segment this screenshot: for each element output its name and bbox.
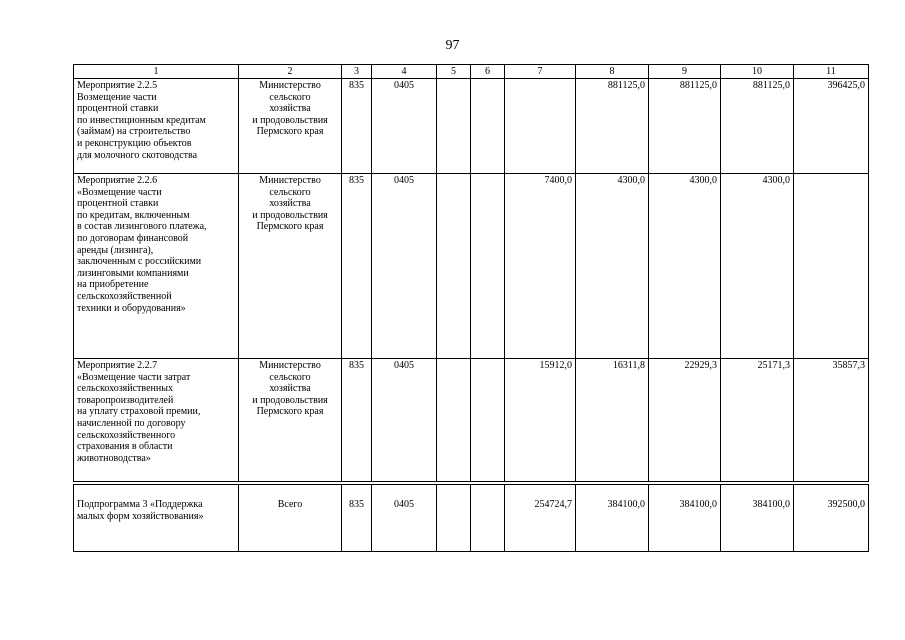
header-cell: 7 — [505, 65, 576, 79]
executor-line: Министерство — [259, 175, 321, 186]
activity-name-line: Мероприятие 2.2.5 — [77, 80, 158, 91]
activity-name-line: Возмещение части — [77, 91, 157, 103]
value-col9-cell: 4300,0 — [649, 174, 721, 359]
value-col9-cell: 881125,0 — [649, 79, 721, 174]
value-col7-cell: 15912,0 — [505, 359, 576, 482]
header-cell: 10 — [721, 65, 794, 79]
activity-name-line: Мероприятие 2.2.7 — [77, 360, 158, 371]
value-col8-cell: 16311,8 — [576, 359, 649, 482]
header-cell: 3 — [342, 65, 372, 79]
value-col10-cell: 25171,3 — [721, 359, 794, 482]
value-col11-cell: 396425,0 — [794, 79, 869, 174]
executor-cell — [239, 79, 342, 174]
value-col11-cell: 35857,3 — [794, 359, 869, 482]
section-code-cell: 0405 — [372, 79, 437, 174]
table-row — [74, 79, 869, 174]
activity-name-line: заключенным с российскими — [77, 256, 202, 268]
executor-line: Пермского края — [256, 221, 324, 233]
executor-line: Пермского края — [256, 126, 324, 138]
activity-name-line: «Возмещение части затрат — [77, 371, 191, 383]
activity-name-line: техники и оборудования» — [77, 302, 186, 314]
section-code-cell: 0405 — [372, 174, 437, 359]
executor-line: сельского — [269, 186, 311, 198]
budget-table — [73, 64, 869, 552]
value-col7-cell — [505, 79, 576, 174]
executor-cell — [239, 359, 342, 482]
executor-line: Министерство — [259, 80, 321, 91]
activity-name-line: и реконструкцию объектов — [77, 137, 192, 149]
executor-line: Пермского края — [256, 406, 324, 418]
activity-name-line: по кредитам, включенным — [77, 209, 190, 221]
activity-name-cell — [74, 359, 239, 482]
table-row — [74, 174, 869, 359]
activity-name-line: процентной ставки — [77, 198, 159, 210]
activity-name-line: товаропроизводителей — [77, 394, 174, 406]
target-article-cell — [437, 485, 471, 552]
header-cell: 1 — [74, 65, 239, 79]
table-row — [74, 485, 869, 552]
executor-line: Министерство — [259, 360, 321, 371]
activity-name-line: в состав лизингового платежа, — [77, 221, 207, 233]
executor-line: и продовольствия — [252, 114, 328, 126]
grbs-code-cell: 835 — [342, 359, 372, 482]
value-col7-cell: 7400,0 — [505, 174, 576, 359]
header-cell: 2 — [239, 65, 342, 79]
subprogram-name-line: Подпрограмма 3 «Поддержка — [77, 499, 203, 510]
activity-name-cell — [74, 79, 239, 174]
section-code-cell: 0405 — [372, 359, 437, 482]
activity-name-line: животноводства» — [77, 452, 151, 464]
executor-cell — [239, 485, 342, 552]
target-article-cell — [437, 359, 471, 482]
header-row — [74, 65, 869, 79]
activity-name-line: по инвестиционным кредитам — [77, 114, 206, 126]
page-number: 97 — [445, 38, 460, 53]
activity-name-line: сельскохозяйственного — [77, 429, 176, 441]
executor-line: и продовольствия — [252, 209, 328, 221]
expense-type-cell — [471, 359, 505, 482]
executor-line: хозяйства — [269, 103, 311, 115]
activity-name-line: для молочного скотоводства — [77, 149, 198, 161]
subprogram-name-cell — [74, 485, 239, 552]
activity-name-line: «Возмещение части — [77, 186, 162, 198]
executor-cell — [239, 174, 342, 359]
value-col10-cell: 384100,0 — [721, 485, 794, 552]
target-article-cell — [437, 79, 471, 174]
activity-name-line: (займам) на строительство — [77, 126, 191, 138]
executor-line: и продовольствия — [252, 394, 328, 406]
activity-name-line: сельскохозяйственной — [77, 290, 172, 302]
section-code-cell: 0405 — [372, 485, 437, 552]
value-col10-cell: 881125,0 — [721, 79, 794, 174]
grbs-code-cell: 835 — [342, 174, 372, 359]
total-label: Всего — [277, 499, 303, 510]
activity-name-line: начисленной по договору — [77, 417, 186, 429]
value-col7-cell: 254724,7 — [505, 485, 576, 552]
value-col11-cell: 392500,0 — [794, 485, 869, 552]
activity-name-line: на уплату страховой премии, — [77, 406, 201, 418]
activity-name-line: на приобретение — [77, 279, 149, 291]
value-col11-cell — [794, 174, 869, 359]
value-col8-cell: 881125,0 — [576, 79, 649, 174]
header-cell: 4 — [372, 65, 437, 79]
executor-line: сельского — [269, 91, 311, 103]
activity-name-cell — [74, 174, 239, 359]
expense-type-cell — [471, 485, 505, 552]
value-col8-cell: 384100,0 — [576, 485, 649, 552]
target-article-cell — [437, 174, 471, 359]
activity-name-line: аренды (лизинга), — [77, 244, 154, 256]
value-col9-cell: 22929,3 — [649, 359, 721, 482]
value-col9-cell: 384100,0 — [649, 485, 721, 552]
expense-type-cell — [471, 174, 505, 359]
header-cell: 11 — [794, 65, 869, 79]
value-col8-cell: 4300,0 — [576, 174, 649, 359]
expense-type-cell — [471, 79, 505, 174]
header-cell: 9 — [649, 65, 721, 79]
executor-line: хозяйства — [269, 383, 311, 395]
header-cell: 5 — [437, 65, 471, 79]
value-col10-cell: 4300,0 — [721, 174, 794, 359]
activity-name-line: лизинговыми компаниями — [77, 267, 189, 279]
activity-name-line: сельскохозяйственных — [77, 383, 173, 395]
subprogram-name-line: малых форм хозяйствования» — [77, 510, 204, 522]
grbs-code-cell: 835 — [342, 485, 372, 552]
executor-line: сельского — [269, 371, 311, 383]
activity-name-line: страхования в области — [77, 441, 173, 453]
activity-name-line: по договорам финансовой — [77, 232, 189, 244]
activity-name-line: процентной ставки — [77, 103, 159, 115]
executor-line: хозяйства — [269, 198, 311, 210]
activity-name-line: Мероприятие 2.2.6 — [77, 175, 158, 186]
header-cell: 6 — [471, 65, 505, 79]
grbs-code-cell: 835 — [342, 79, 372, 174]
table-row — [74, 359, 869, 482]
header-cell: 8 — [576, 65, 649, 79]
